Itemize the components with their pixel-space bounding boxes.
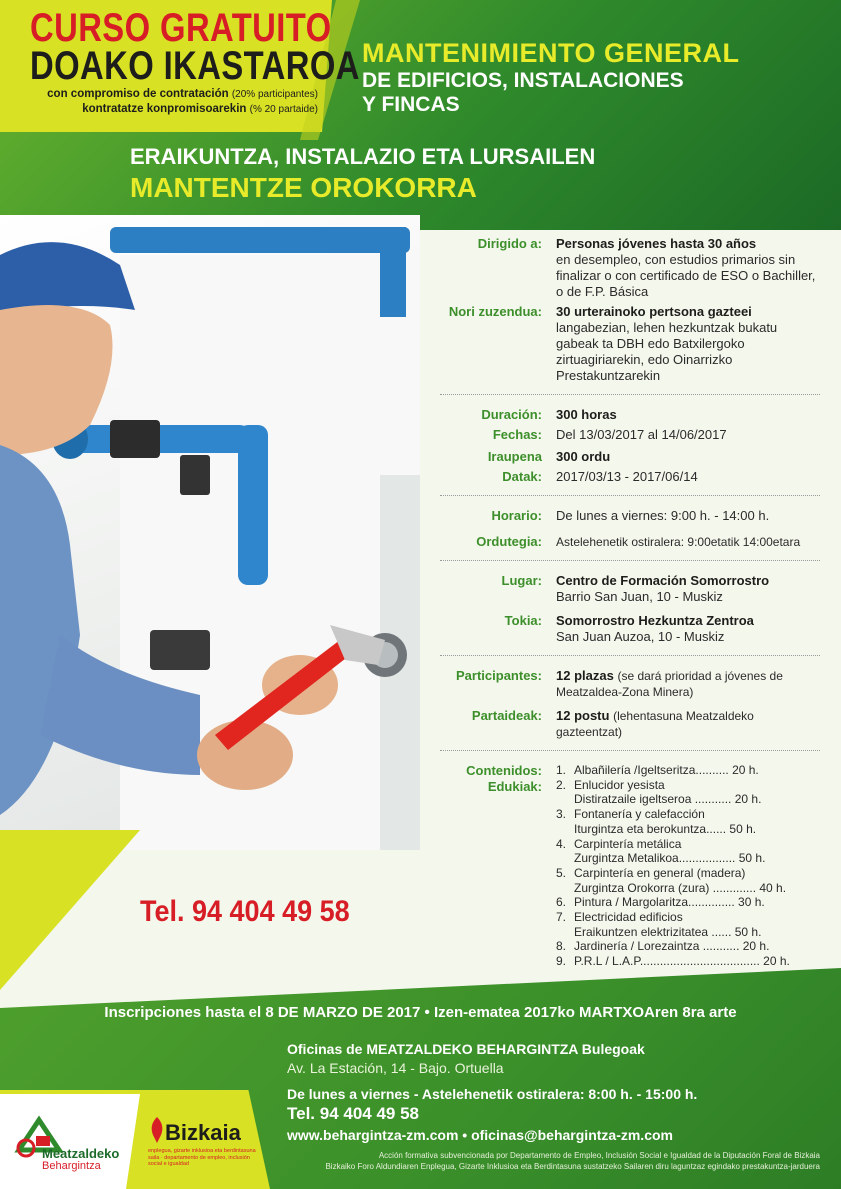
plumber-illustration [0,215,420,850]
office-name: Oficinas de MEATZALDEKO BEHARGINTZA Bulegoak [287,1041,645,1057]
duration-label-eu: Iraupena [487,449,542,464]
course-free-eu: DOAKO IKASTAROA [30,44,360,88]
contents-list [556,763,820,969]
title-es-line2: DE EDIFICIOS, INSTALACIONES [362,69,684,92]
bizkaia-logo-name: Bizkaia [165,1120,241,1145]
duration-value-es: 300 horas [556,407,617,422]
participants-text-es: (se dará prioridad a jóvenes de Meatzaldea-Zona Minera) [556,669,783,699]
participants-bold-es: 12 plazas [556,668,614,683]
list-item: 2. Enlucidor yesista Distiratzaile igeltseroa ........... 20 h. [556,777,762,807]
plumber-photo [0,215,420,850]
place-label-eu: Tokia: [504,613,542,628]
schedule-label-es: Horario: [491,508,542,523]
office-info [287,1041,697,1143]
divider [440,394,820,395]
list-item: 5. Carpintería en general (madera) Zurgintza Orokorra (zura) ............. 40 h. [556,865,787,895]
schedule-value-eu: Astelehenetik ostiralera: 9:00etatik 14:00etara [556,535,801,549]
hiring-commitment [28,87,318,117]
course-contents [430,763,820,969]
divider [440,655,820,656]
duration-value-eu: 300 ordu [556,449,611,464]
target-bold-eu: 30 urterainoko pertsona gazteei [556,304,752,319]
contents-label-eu: Edukiak: [487,779,542,794]
office-hours: De lunes a viernes - Astelehenetik ostiralera: 8:00 h. - 15:00 h. [287,1086,698,1102]
schedule-label-eu: Ordutegia: [476,534,542,549]
participants-text-eu: (lehentasuna Meatzaldeko gazteentzat) [556,709,754,739]
disclaimer-line1: Acción formativa subvencionada por Departamento de Empleo, Inclusión Social e Igualdad de la Diputación Foral de Bizkaia [378,1151,820,1160]
funding-disclaimer [250,1150,820,1172]
commit-es: con compromiso de contratación [47,88,229,100]
yellow-corner [0,830,140,990]
office-address: Av. La Estación, 14 - Bajo. Ortuella [287,1060,504,1076]
title-eu-line2: MANTENTZE OROKORRA [130,172,477,203]
title-eu-line1: ERAIKUNTZA, INSTALAZIO ETA LURSAILEN [130,144,596,169]
target-bold-es: Personas jóvenes hasta 30 años [556,236,757,251]
commit-eu: kontratatze konpromisoarekin [82,103,247,115]
place-bold-es: Centro de Formación Somorrostro [556,573,770,588]
meatzaldeko-logo-sub: Behargintza [42,1160,101,1172]
divider [440,495,820,496]
list-item: 9. P.R.L / L.A.P.................................... 20 h. [556,954,790,969]
target-label-es: Dirigido a: [477,236,542,251]
course-free-es: CURSO GRATUITO [30,6,332,50]
target-label-eu: Nori zuzendua: [448,304,542,319]
bizkaia-leaf-icon [147,1115,167,1145]
place-text-es: Barrio San Juan, 10 - Muskiz [556,589,723,604]
target-text-eu: langabezian, lehen hezkuntzak bukatu gabeak ta DBH edo Batxilergoko zirtuagiriarekin, edo Oinarrizko Prestakuntzarekin [556,320,778,383]
dates-value-es: Del 13/03/2017 al 14/06/2017 [556,427,727,442]
list-item: 3. Fontanería y calefacción Iturgintza eta berokuntza...... 50 h. [556,807,757,836]
dates-value-eu: 2017/03/13 - 2017/06/14 [556,469,698,484]
participants-label-eu: Partaideak: [471,708,542,723]
title-es-line3: Y FINCAS [362,93,460,116]
commit-eu-small: (% 20 partaide) [249,104,318,115]
divider [440,560,820,561]
contents-label-es: Contenidos: [466,763,542,778]
meatzaldeko-logo-name: Meatzaldeko [42,1146,120,1161]
commit-es-small: (20% participantes) [231,89,318,100]
list-item: 7. Electricidad edificios Eraikuntzen elektrizitatea ...... 50 h. [556,910,762,939]
list-item: 1. Albañilería /Igeltseritza.......... 20 h. [556,763,759,777]
place-label-es: Lugar: [501,573,542,588]
place-bold-eu: Somorrostro Hezkuntza Zentroa [556,613,754,628]
participants-bold-eu: 12 postu [556,708,610,723]
list-item: 8. Jardinería / Lorezaintza ........... 20 h. [556,939,770,954]
duration-label-es: Duración: [481,407,542,422]
office-web-email[interactable]: www.behargintza-zm.com • oficinas@behargintza-zm.com [287,1127,673,1143]
list-item: 6. Pintura / Margolaritza.............. 30 h. [556,895,765,910]
office-phone: Tel. 94 404 49 58 [287,1104,420,1123]
course-details [430,236,820,969]
registration-deadline: Inscripciones hasta el 8 DE MARZO DE 2017 • Izen-ematea 2017ko MARTXOAren 8ra arte [104,1004,737,1021]
place-text-eu: San Juan Auzoa, 10 - Muskiz [556,629,725,644]
bizkaia-logo-sub: enplegua, gizarte inklusioa eta berdintasuna saila · departamento de empleo, inclusión social e igualdad [148,1148,256,1167]
list-item: 4. Carpintería metálica Zurgintza Metalikoa................. 50 h. [556,836,766,866]
dates-label-eu: Datak: [502,469,542,484]
disclaimer-line2: Bizkaiko Foro Aldundiaren Enplegua, Gizarte Inklusioa eta Berdintasuna sustatzeko Sailaren diru laguntzaz egindako prestakuntza-jarduera [325,1162,820,1171]
phone-number-large: Tel. 94 404 49 58 [140,895,350,928]
title-es [362,38,740,117]
participants-label-es: Participantes: [456,668,542,683]
title-es-line1: MANTENIMIENTO GENERAL [362,38,740,68]
dates-label-es: Fechas: [492,427,542,442]
divider [440,750,820,751]
schedule-value-es: De lunes a viernes: 9:00 h. - 14:00 h. [556,508,770,523]
target-text-es: en desempleo, con estudios primarios sin finalizar o con certificado de ESO o Bachiller, o de F.P. Básica [556,252,816,299]
title-eu [130,144,595,204]
